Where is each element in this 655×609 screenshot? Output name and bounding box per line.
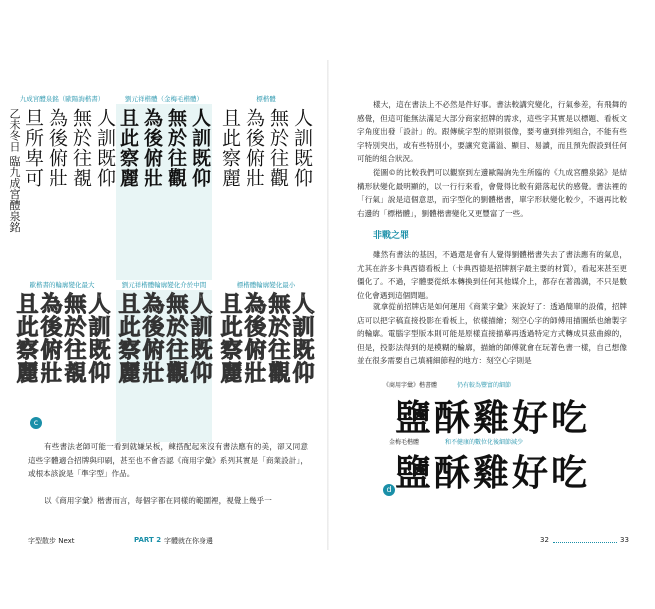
- char-line: 為後俯壯: [243, 108, 265, 188]
- book-title: 字型散步 Next: [28, 537, 75, 545]
- calligraphy-top: [218, 104, 314, 280]
- outline-line: 為後俯壯: [37, 292, 63, 384]
- body-paragraph: 樣大，這在書法上不必然是件好事。書法較講究變化，行氣參差，有飛舞的感覺，但這可能無法滿足大部分商家招牌的需求，這些字其實是以標題、看板文字角度出發「設計」的。跟傳統字型的原則很像，要考慮到排列組合，不能有些字特別突出，或有些特別小，要讓究竟滿溢、顯目、易讀，而且預先假設到任何可能的組合狀況。: [357, 100, 627, 163]
- outline-line: 且此察麗: [217, 292, 243, 384]
- calligraphy-top: [116, 104, 212, 280]
- outline-line: 為後俯壯: [241, 292, 267, 384]
- body-paragraph: 以《商用字彙》楷書而言，每個字都在同樣的範圍裡，視覺上幾乎一: [44, 496, 272, 505]
- column-subheader: 標楷體輪廓變化最小: [236, 281, 296, 289]
- inscription-note: 乙未冬日 臨九成宮醴泉銘: [8, 108, 21, 233]
- outline-line: 無於往觀: [163, 292, 189, 384]
- figure-badge: c: [30, 417, 42, 429]
- sample-text-commercial: 鹽酥雞好吃: [395, 397, 591, 439]
- char-line: 且此察麗: [219, 108, 241, 188]
- char-line: 無於往觀: [267, 108, 289, 188]
- page-number-left: 32: [540, 536, 549, 544]
- char-line: 為後俯壯: [46, 108, 68, 188]
- outline-line: 無於往觀: [265, 292, 291, 384]
- sample-label: 金梅毛楷體: [389, 439, 420, 446]
- sample-text-digital: 鹽酥雞好吃: [395, 452, 591, 494]
- outline-line: 人訓既仰: [85, 292, 111, 384]
- specimen-column-liu: [116, 94, 212, 442]
- char-line: 人訓既仰: [189, 108, 211, 188]
- char-line: 旦所卑可: [22, 108, 44, 188]
- page-footer: [14, 536, 320, 548]
- char-line: 無於往觀: [165, 108, 187, 188]
- column-header: 劉元祥楷體（金梅毛楷體）: [125, 95, 203, 103]
- left-page: [8, 60, 320, 550]
- column-subheader: 歐楷書的輪廓變化最大: [29, 281, 95, 289]
- column-header: 標楷體: [256, 95, 276, 103]
- outline-bottom: [218, 290, 314, 442]
- specimen-column-kai: [218, 94, 314, 442]
- part-label: PART 2: [134, 536, 162, 544]
- book-gutter: [327, 60, 329, 550]
- column-subheader: 劉元祥楷體輪廓變化介於中間: [121, 281, 207, 289]
- page-number-right: 33: [620, 536, 629, 544]
- body-paragraph: 有些書法老師可能一看到就嫌呆板，練搭配起來沒有書法應有的美，卻又同意這些字體適合招牌與印刷，甚至也不會否認《商用字彙》系列其實是「商業設計」，或根本該說是「準字型」作品。: [28, 442, 308, 478]
- figure-badge: d: [383, 484, 395, 496]
- body-paragraph: 就拿從前招牌店是如何運用《商業字彙》來說好了：透過簡單的設備，招牌店可以把字稿直接投影在看板上，依樣描繪；刻空心字的師傅用描圖紙也繪製字的輪廓。電腦字型版本則可能是原樣直接描摹再透過特定方式轉成貝茲曲線的，但是，投影法得到的是模糊的輪廓，描繪的師傅就會在玩著色書一樣，自己想像並在很多需要自己填補細節程的地方：刻空心字則是: [357, 302, 627, 365]
- body-paragraph: 雖然有書法的基因，不過還是會有人覺得劉體楷書失去了書法應有的氣息，尤其在許多卡典西德看板上（卡典西德是招牌割字最主要的材質），看起來甚至更僵化了。不過，字體要從紙本轉換到任何其他媒介上，都存在著鴻溝，不只是數位化會遇到這個問題。: [357, 250, 627, 300]
- outline-bottom: [14, 290, 110, 442]
- char-line: 人訓既仰: [94, 108, 116, 188]
- footer-dotted-rule: [553, 542, 617, 543]
- page-footer: [335, 536, 641, 548]
- char-line: 無於往覩: [70, 108, 92, 188]
- sample-label: 《商用字彙》楷書體: [383, 382, 438, 389]
- outline-line: 且此察麗: [13, 292, 39, 384]
- outline-line: 為後俯壯: [139, 292, 165, 384]
- sample-note: 仍有較為豐富的細節: [457, 382, 512, 389]
- outline-line: 人訓既仰: [289, 292, 315, 384]
- char-line: 人訓既仰: [291, 108, 313, 188]
- char-line: 且此察麗: [117, 108, 139, 188]
- specimen-column-ou: [8, 94, 116, 442]
- body-paragraph: 從圖©的比較我們可以觀察到左邊歐陽詢先生所臨的《九成宮醴泉銘》是結構形狀變化最明顯的，以一行行來看，會覺得比較有錯落起伏的感覺。書法裡的「行氣」說是這個意思，而字型化的劉體楷書，單字形狀變化較少，不過再比較右邊的「標楷體」，劉體楷書變化又更豐富了一些。: [357, 168, 627, 218]
- outline-bottom: [116, 290, 212, 442]
- outline-line: 且此察麗: [115, 292, 141, 384]
- char-line: 為後俯壯: [141, 108, 163, 188]
- section-heading: 非戰之罪: [373, 231, 410, 241]
- part-title: 字體就在你身邊: [164, 537, 213, 545]
- sample-note: 和不健康的數位化後細節減少: [445, 439, 524, 446]
- right-page: [335, 60, 641, 550]
- calligraphy-top: [8, 104, 116, 280]
- outline-line: 人訓既仰: [187, 292, 213, 384]
- outline-line: 無於往覩: [61, 292, 87, 384]
- column-header: 九成宮醴泉銘（歐陽詢楷書）: [19, 95, 105, 103]
